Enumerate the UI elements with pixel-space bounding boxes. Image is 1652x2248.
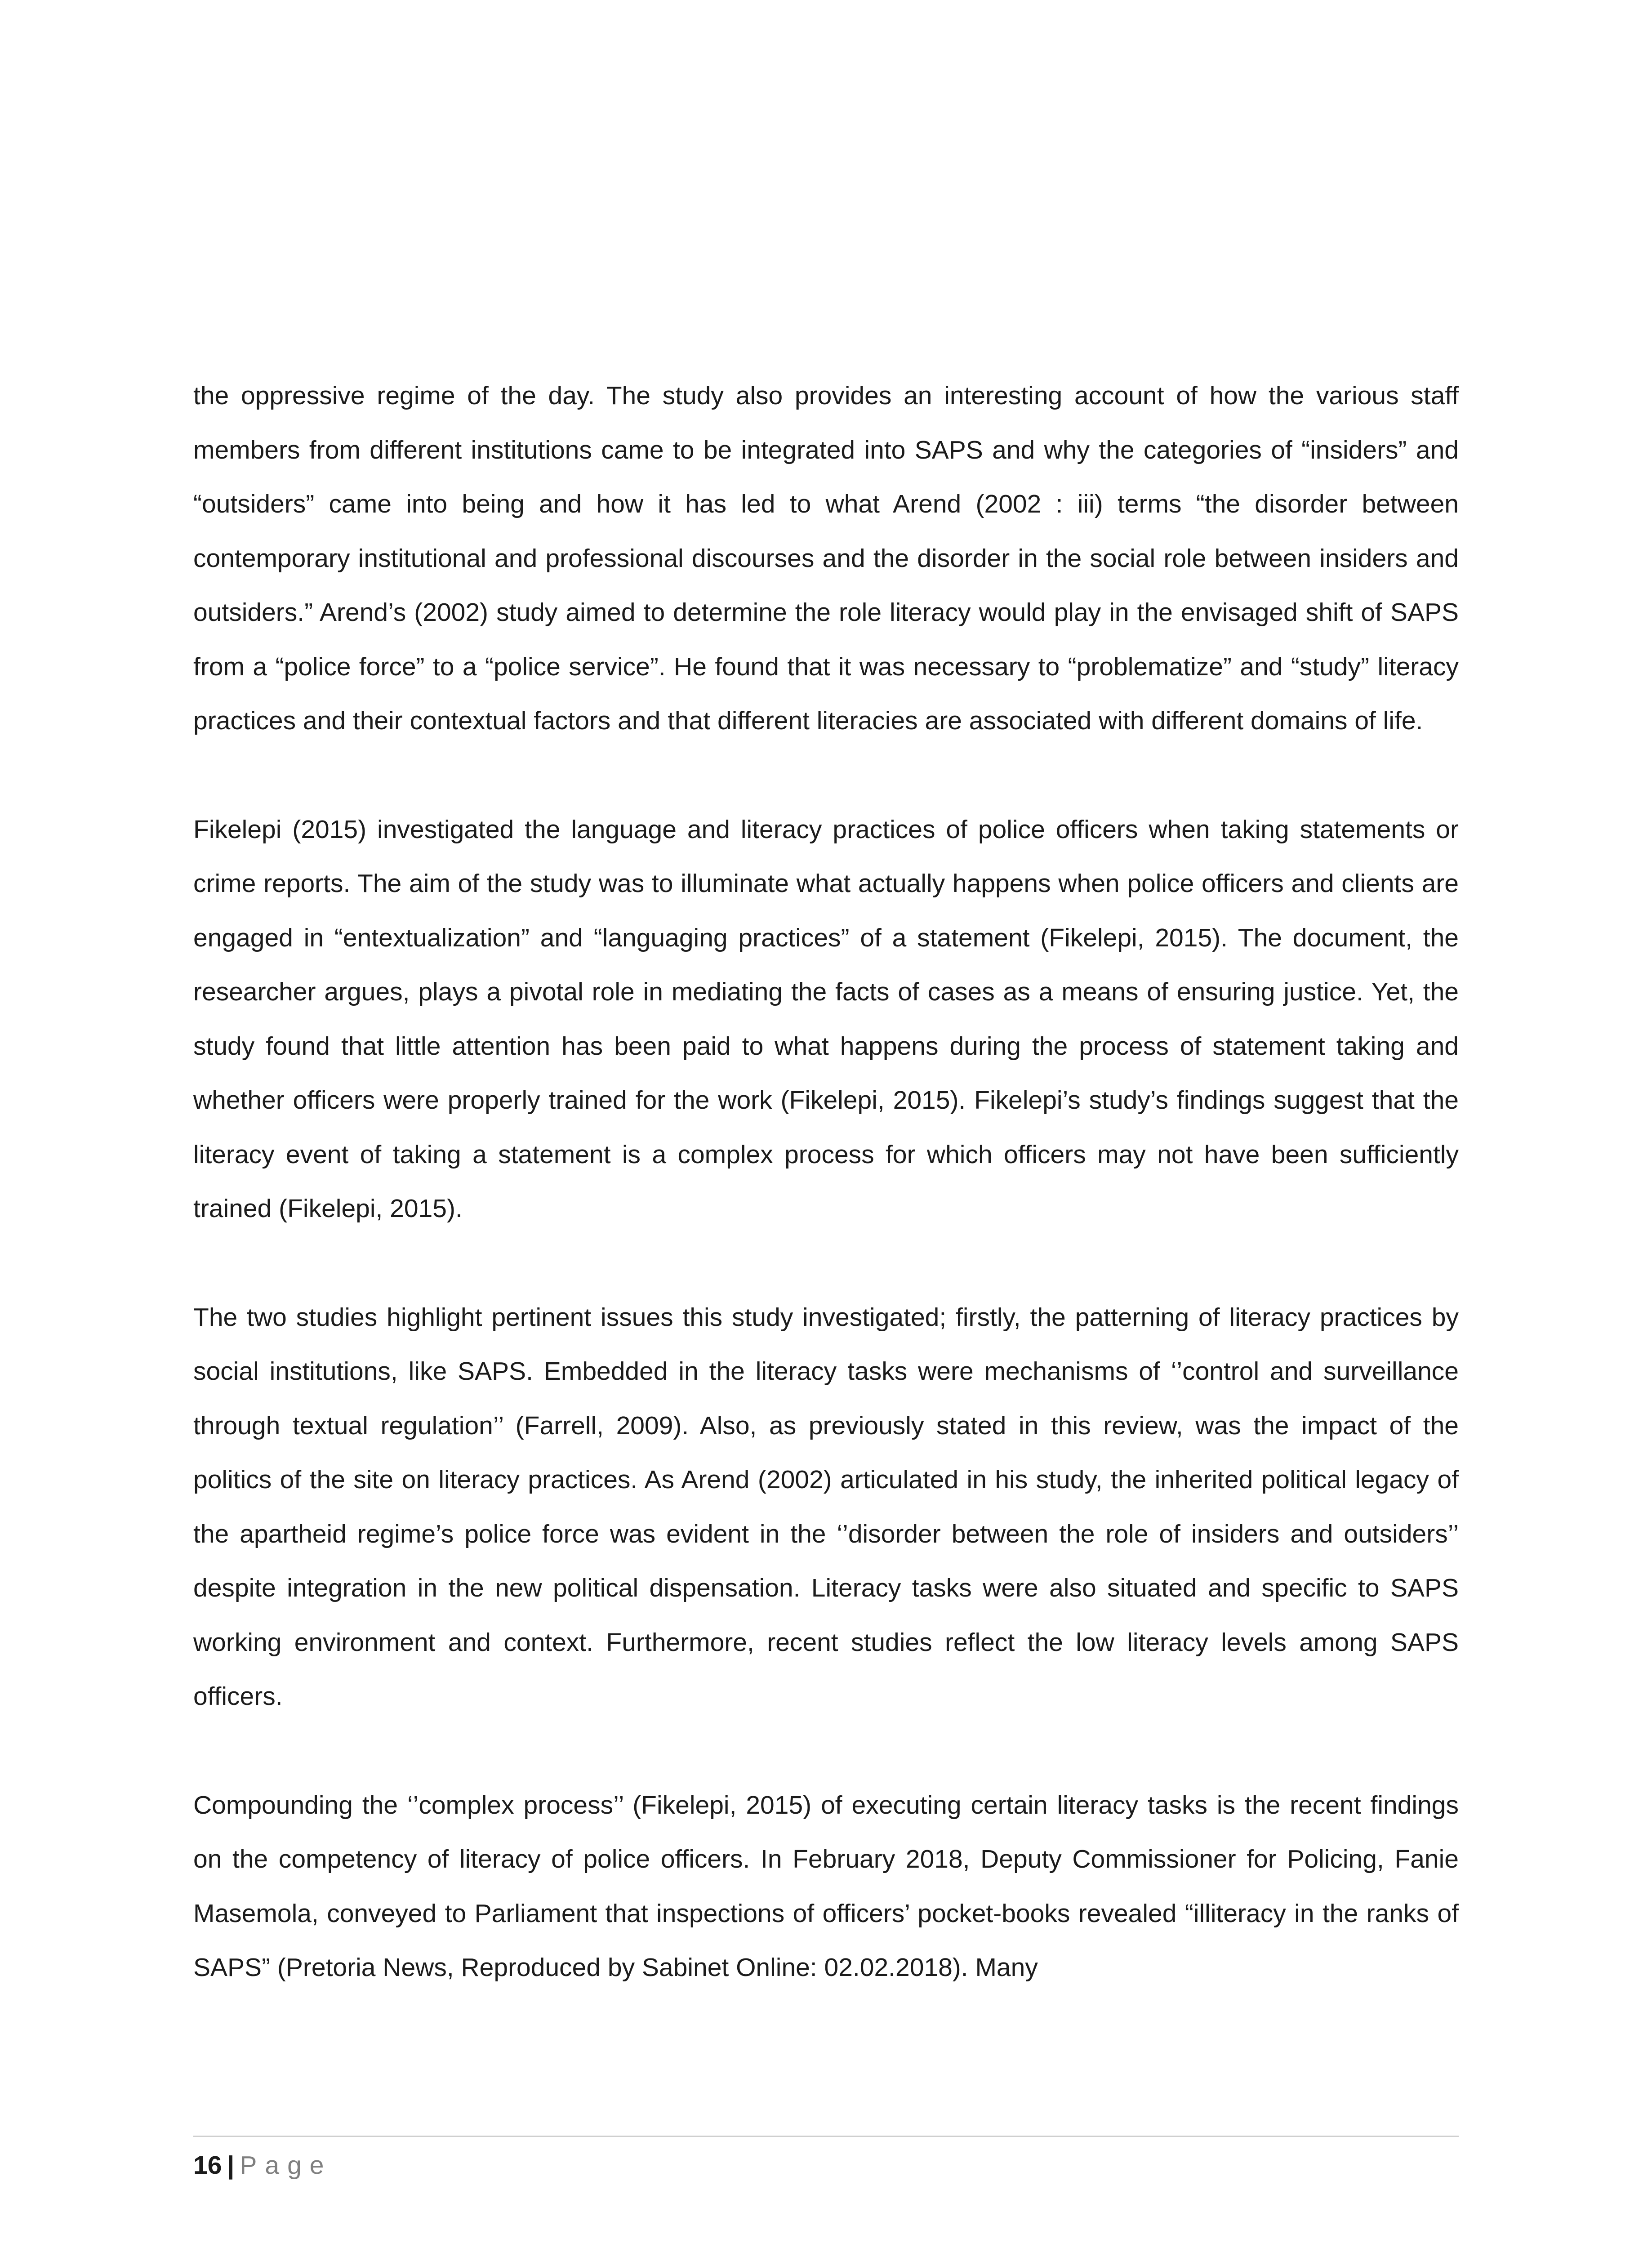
page-label: Page	[240, 2151, 332, 2180]
paragraph-two-studies: The two studies highlight pertinent issues this study investigated; firstly, the patterning of literacy practices by social institutions, like SAPS. Embedded in the literacy tasks were mechanisms of ‘’control and surveillance through textual regulation’’ (Farrell, 2009). Also, as previously stated in this review, was the impact of the politics of the site on literacy practices. As Arend (2002) articulated in his study, the inherited political legacy of the apartheid regime’s police force was evident in the ‘’disorder between the role of insiders and outsiders’’ despite integration in the new political dispensation. Literacy tasks were also situated and specific to SAPS working environment and context. Furthermore, recent studies reflect the low literacy levels among SAPS officers.	[193, 1302, 1459, 1711]
footer-page-indicator	[193, 2147, 332, 2183]
paragraph-compounding: Compounding the ‘’complex process’’ (Fikelepi, 2015) of executing certain literacy tasks is the recent findings on the competency of literacy of police officers. In February 2018, Deputy Commissioner for Policing, Fanie Masemola, conveyed to Parliament that inspections of officers’ pocket-books revealed “illiteracy in the ranks of SAPS” (Pretoria News, Reproduced by Sabinet Online: 02.02.2018). Many	[193, 1790, 1459, 1982]
footer-separator: |	[227, 2151, 235, 2180]
paragraph-fikelepi-study: Fikelepi (2015) investigated the language and literacy practices of police officers when taking statements or crime reports. The aim of the study was to illuminate what actually happens when police officers and clients are engaged in “entextualization” and “languaging practices” of a statement (Fikelepi, 2015). The document, the researcher argues, plays a pivotal role in mediating the facts of cases as a means of ensuring justice. Yet, the study found that little attention has been paid to what happens during the process of statement taking and whether officers were properly trained for the work (Fikelepi, 2015). Fikelepi’s study’s findings suggest that the literacy event of taking a statement is a complex process for which officers may not have been sufficiently trained (Fikelepi, 2015).	[193, 815, 1459, 1223]
body-text	[193, 369, 1459, 1995]
footer-divider	[193, 2136, 1459, 2137]
paragraph-arend-study: the oppressive regime of the day. The study also provides an interesting account of how the various staff members from different institutions came to be integrated into SAPS and why the categories of “insiders” and “outsiders” came into being and how it has led to what Arend (2002 : iii) terms “the disorder between contemporary institutional and professional discourses and the disorder in the social role between insiders and outsiders.” Arend’s (2002) study aimed to determine the role literacy would play in the envisaged shift of SAPS from a “police force” to a “police service”. He found that it was necessary to “problematize” and “study” literacy practices and their contextual factors and that different literacies are associated with different domains of life.	[193, 381, 1459, 735]
page-footer	[193, 2136, 1459, 2185]
page-number: 16	[193, 2151, 222, 2180]
